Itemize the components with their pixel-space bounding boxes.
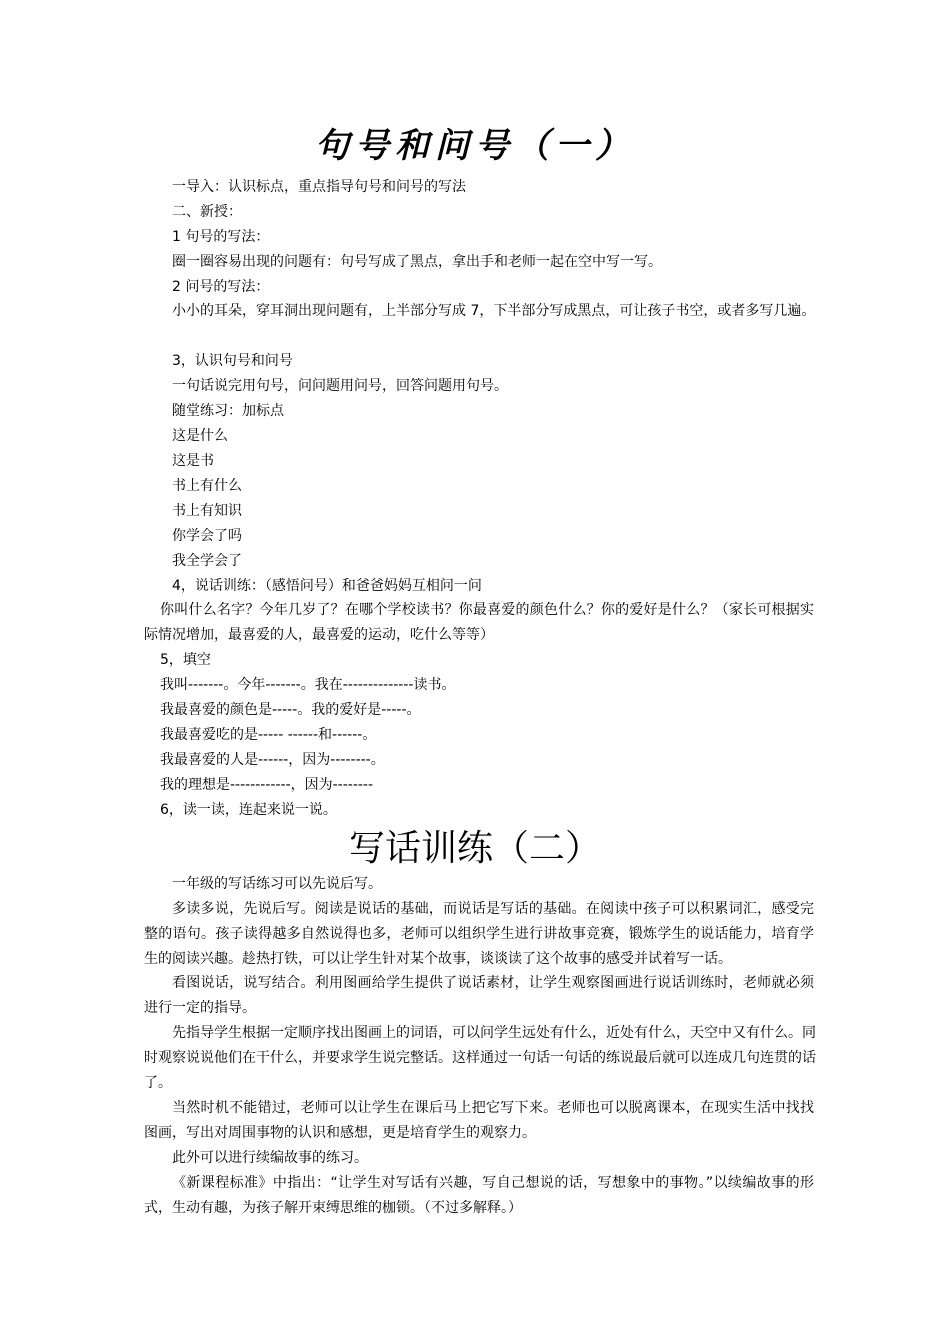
practice-item: 你学会了吗: [172, 528, 242, 544]
period-writing-text: 圈一圈容易出现的问题有：句号写成了黑点，拿出手和老师一起在空中写一写。: [172, 254, 662, 270]
practice-item: 我全学会了: [172, 553, 242, 569]
section1-title: 句号和问号（一）: [315, 126, 635, 166]
fill-blank-item: 我的理想是------------，因为--------: [160, 777, 374, 793]
practice-heading: 随堂练习：加标点: [172, 403, 284, 419]
practice-item: 这是书: [172, 453, 214, 469]
section2-title: 写话训练（二）: [348, 828, 601, 869]
speaking-questions-paragraph: 你叫什么名字？今年几岁了？在哪个学校读书？你最喜爱的颜色什么？你的爱好是什么？（家长可根据实际情况增加，最喜爱的人，最喜爱的运动，吃什么等等）: [144, 602, 814, 643]
recognize-heading: 3，认识句号和问号: [172, 353, 293, 369]
section2-paragraph: 《新课程标准》中指出：“让学生对写话有兴趣，写自己想说的话，写想象中的事物。”以续编故事的形式，生动有趣，为孩子解开束缚思维的枷锁。（不过多解释。）: [144, 1175, 814, 1216]
fill-blank-heading: 5，填空: [160, 652, 211, 668]
speaking-training-heading: 4，说话训练：（感悟问号）和爸爸妈妈互相问一问: [172, 578, 482, 594]
fill-blank-item: 我最喜爱吃的是----- ------和------。: [160, 727, 377, 743]
fill-blank-item: 我最喜爱的颜色是-----。我的爱好是-----。: [160, 702, 421, 718]
section2-paragraph: 多读多说，先说后写。阅读是说话的基础，而说话是写话的基础。在阅读中孩子可以积累词汇，感受完整的语句。孩子读得越多自然说得也多，老师可以组织学生进行讲故事竞赛，锻炼学生的说话能力，培育学生的阅读兴趣。趁热打铁，可以让学生针对某个故事，谈谈读了这个故事的感受并试着写一话。: [144, 901, 814, 967]
section2-paragraph: 当然时机不能错过，老师可以让学生在课后马上把它写下来。老师也可以脱离课本，在现实生活中找找图画，写出对周围事物的认识和感想，更是培育学生的观察力。: [144, 1100, 814, 1141]
fill-blank-item: 我叫-------。今年-------。我在--------------读书。: [160, 677, 456, 693]
practice-item: 书上有什么: [172, 478, 242, 494]
question-mark-heading: 2 问号的写法：: [172, 279, 270, 295]
section2-paragraph: 此外可以进行续编故事的练习。: [172, 1150, 368, 1166]
period-writing-heading: 1 句号的写法：: [172, 229, 270, 245]
section2-paragraph: 先指导学生根据一定顺序找出图画上的词语，可以问学生远处有什么，近处有什么，天空中又有什么。同时观察说说他们在干什么，并要求学生说完整话。这样通过一句话一句话的练说最后就可以连成几句连贯的话了。: [144, 1025, 816, 1091]
new-lesson-heading: 二、新授：: [172, 204, 242, 220]
question-mark-paragraph: 小小的耳朵，穿耳洞出现问题有，上半部分写成 7，下半部分写成黑点，可让孩子书空，或者多写几遍。: [172, 303, 816, 319]
section2-paragraph: 一年级的写话练习可以先说后写。: [172, 876, 382, 892]
practice-item: 这是什么: [172, 428, 228, 444]
practice-item: 书上有知识: [172, 503, 242, 519]
read-connect-heading: 6，读一读，连起来说一说。: [160, 802, 337, 818]
fill-blank-item: 我最喜爱的人是------，因为--------。: [160, 752, 385, 768]
intro-line: 一导入：认识标点，重点指导句号和问号的写法: [172, 179, 466, 195]
recognize-rule: 一句话说完用句号，问问题用问号，回答问题用句号。: [172, 378, 508, 394]
section2-paragraph: 看图说话，说写结合。利用图画给学生提供了说话素材，让学生观察图画进行说话训练时，老师就必须进行一定的指导。: [144, 975, 814, 1016]
